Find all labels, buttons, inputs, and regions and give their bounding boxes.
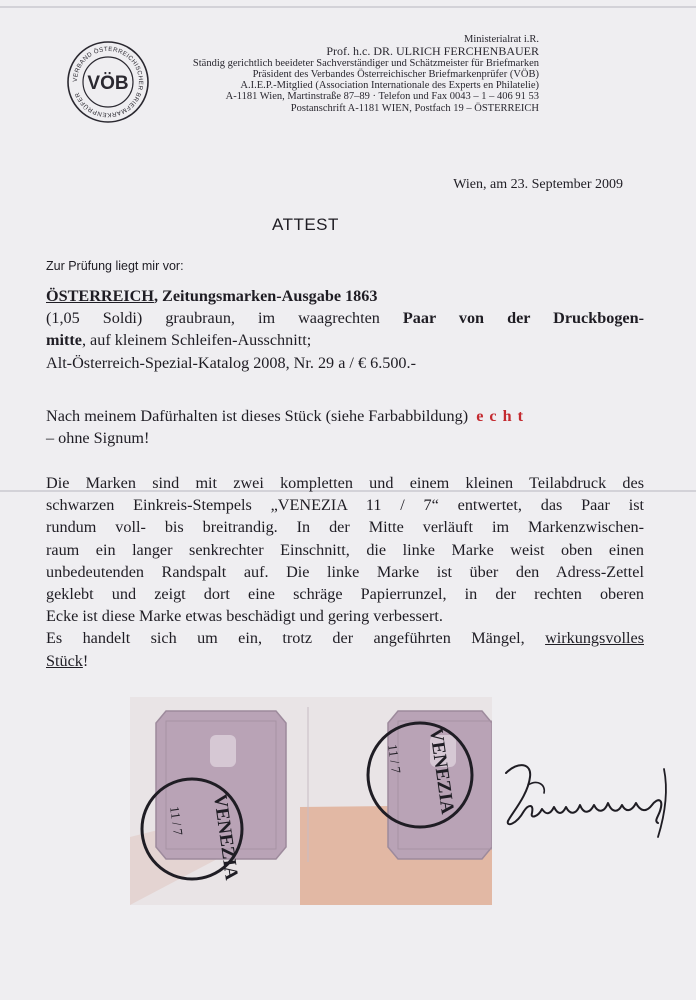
description-stueck: Stück xyxy=(46,651,83,670)
description-line: geklebt und zeigt dort eine schräge Papierrunzel, in der rechten oberen xyxy=(46,585,644,604)
document-date: Wien, am 23. September 2009 xyxy=(453,177,623,192)
item-catalog: Alt-Österreich-Spezial-Katalog 2008, Nr. 29 a / € 6.500.- xyxy=(46,353,416,372)
letterhead-postal: Postanschrift A-1181 WIEN, Postfach 19 – ÖSTERREICH xyxy=(290,102,539,114)
letterhead-line: Präsident des Verbandes Österreichischer Briefmarkenprüfer (VÖB) xyxy=(252,68,539,80)
handwritten-signature xyxy=(498,755,673,843)
description-line: unbedeutenden Randspalt auf. Die linke Marke ist über den Adress-Zettel xyxy=(46,562,644,581)
description-line: raum ein langer senkrechter Einschnitt, die linke Marke weist oben einen xyxy=(46,540,644,559)
description-end: ! xyxy=(82,651,89,670)
letterhead-address: A-1181 Wien, Martinstraße 87–89 · Telefon und Fax 0043 – 1 – 406 91 53 xyxy=(225,91,539,103)
letterhead-line: A.I.E.P.-Mitglied (Association Internationale des Experts en Philatelie) xyxy=(240,80,539,92)
letterhead-line: Ständig gerichtlich beeideter Sachverständiger und Schätzmeister für Briefmarken xyxy=(192,57,539,69)
item-country: ÖSTERREICH xyxy=(46,287,154,305)
description-line: Die Marken sind mit zwei kompletten und einem kleinen Teilabdruck des xyxy=(46,474,644,492)
description-emphasis: wirkungsvolles xyxy=(545,629,644,648)
opinion xyxy=(46,405,644,449)
description-line: schwarzen Einkreis-Stempels „VENEZIA 11 / 7“ entwertet, das Paar ist xyxy=(46,496,644,515)
seal-ring-text: VERBAND ÖSTERREICHISCHER BRIEFMARKENPRÜFER xyxy=(71,45,145,119)
letterhead-name: Prof. h.c. DR. ULRICH FERCHENBAUER xyxy=(326,44,539,59)
left-postmark-date: 11 / 7 xyxy=(167,805,186,837)
right-postmark-text: VENEZIA xyxy=(425,726,458,816)
description-line: Ecke ist diese Marke etwas beschädigt und gering verbessert. xyxy=(46,607,443,626)
opinion-verdict: echt xyxy=(476,407,529,425)
item-description xyxy=(46,285,644,374)
voeb-seal-icon xyxy=(66,40,150,124)
opinion-signum: – ohne Signum! xyxy=(46,429,150,448)
item-issue: , Zeitungsmarken-Ausgabe 1863 xyxy=(153,287,378,305)
description-summary: Es handelt sich um ein, trotz der angeführten Mängel, xyxy=(46,629,546,648)
opinion-text: Nach meinem Dafürhalten ist dieses Stück (siehe Farbabbildung) xyxy=(46,407,469,425)
item-pair: Paar von der Druckbogen- xyxy=(402,309,644,328)
letterhead-title: Ministerialrat i.R. xyxy=(464,34,539,45)
item-cutout: , auf kleinem Schleifen-Ausschnitt; xyxy=(81,331,312,350)
item-detail: (1,05 Soldi) graubraun, im waagrechten xyxy=(46,309,403,328)
stamp-pair-photo xyxy=(130,697,492,905)
description-line: rundum voll- bis breitrandig. In der Mitte verläuft im Markenzwischen- xyxy=(46,518,644,537)
seal-letters: VÖB xyxy=(87,73,129,94)
paper-fold xyxy=(0,6,696,8)
document-title: ATTEST xyxy=(272,215,339,234)
left-postmark-text: VENEZIA xyxy=(209,792,242,882)
letterhead xyxy=(193,34,539,114)
intro-text: Zur Prüfung liegt mir vor: xyxy=(46,259,184,273)
right-postmark-date: 11 / 7 xyxy=(385,743,404,775)
condition-description xyxy=(46,472,644,672)
item-position: mitte xyxy=(46,331,82,350)
